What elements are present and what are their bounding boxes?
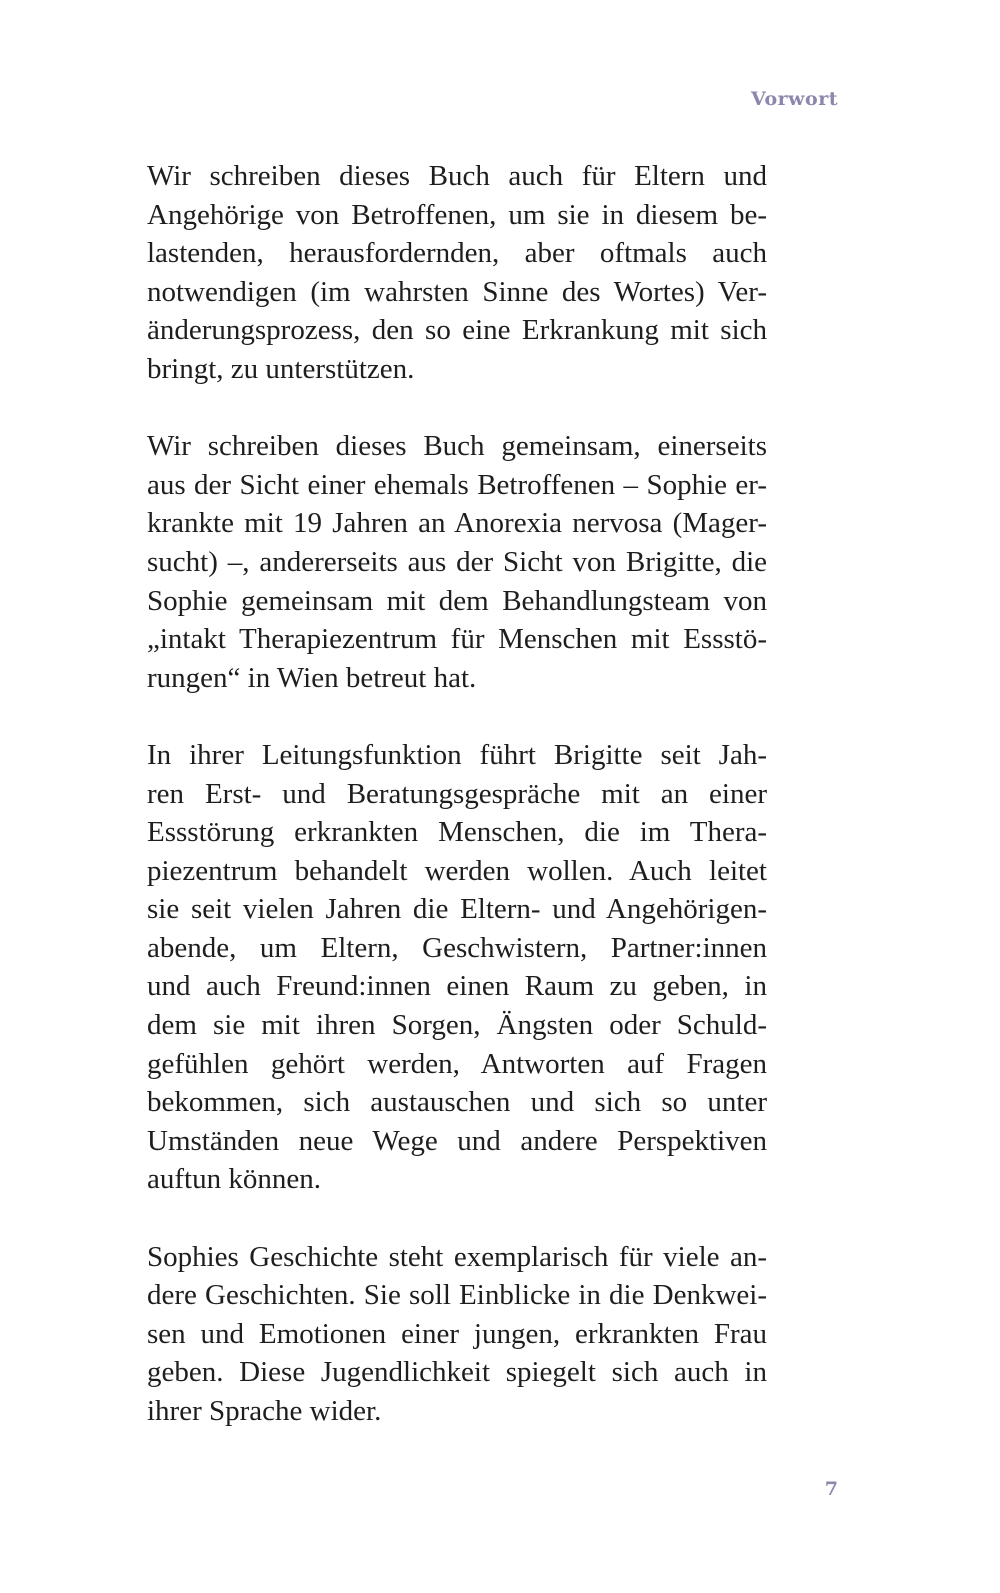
text-line: auftun können. xyxy=(147,1163,321,1196)
text-line: krankte mit 19 Jahren an Anorexia nervosa (Mager- xyxy=(147,507,767,540)
text-line: ren Erst- und Beratungsgespräche mit an einer xyxy=(147,777,767,810)
paragraph xyxy=(147,427,767,697)
text-line: ihrer Sprache wider. xyxy=(147,1395,382,1427)
text-line: abende, um Eltern, Geschwistern, Partner:innen xyxy=(147,931,767,964)
text-line: sucht) –, andererseits aus der Sicht von Brigitte, die xyxy=(147,545,767,578)
text-line: Umständen neue Wege und andere Perspektiven xyxy=(147,1124,767,1157)
paragraph xyxy=(147,157,767,389)
page-number: 7 xyxy=(824,1478,838,1500)
text-line: Sophie gemeinsam mit dem Behandlungsteam von xyxy=(147,584,767,617)
text-line: Wir schreiben dieses Buch gemeinsam, einerseits xyxy=(147,430,767,463)
text-line: sen und Emotionen einer jungen, erkrankten Frau xyxy=(147,1317,767,1350)
text-line: änderungsprozess, den so eine Erkrankung mit sich xyxy=(147,314,767,347)
text-line: Angehörige von Betroffenen, um sie in diesem be- xyxy=(147,198,767,231)
text-line: sie seit vielen Jahren die Eltern- und Angehörigen- xyxy=(147,893,767,926)
text-line: bringt, zu unterstützen. xyxy=(147,352,415,385)
paragraph-gap xyxy=(147,389,767,428)
text-line: dere Geschichten. Sie soll Einblicke in die Denkwei- xyxy=(147,1279,767,1312)
text-line: Sophies Geschichte steht exemplarisch für viele an- xyxy=(147,1240,767,1273)
text-line: In ihrer Leitungsfunktion führt Brigitte seit Jah- xyxy=(147,738,767,771)
text-line: aus der Sicht einer ehemals Betroffenen – Sophie er- xyxy=(147,468,767,501)
paragraph-gap xyxy=(147,1199,767,1238)
text-line: rungen“ in Wien betreut hat. xyxy=(147,661,477,694)
paragraph-gap xyxy=(147,697,767,736)
running-head-title: Vorwort xyxy=(751,88,838,110)
text-line: gefühlen gehört werden, Antworten auf Fragen xyxy=(147,1047,767,1080)
text-line: und auch Freund:innen einen Raum zu geben, in xyxy=(147,970,767,1003)
paragraph xyxy=(147,736,767,1199)
text-line: dem sie mit ihren Sorgen, Ängsten oder Schuld- xyxy=(147,1009,767,1042)
text-line: lastenden, herausfordernden, aber oftmals auch xyxy=(147,237,767,270)
text-line: Essstörung erkrankten Menschen, die im Thera- xyxy=(147,816,767,849)
text-line: Wir schreiben dieses Buch auch für Eltern und xyxy=(147,160,767,192)
paragraph xyxy=(147,1238,767,1431)
text-line: piezentrum behandelt werden wollen. Auch leitet xyxy=(147,854,767,887)
text-line: geben. Diese Jugendlichkeit spiegelt sich auch in xyxy=(147,1356,767,1389)
text-line: bekommen, sich austauschen und sich so unter xyxy=(147,1086,767,1119)
body-text xyxy=(147,157,767,1431)
text-line: „intakt Therapiezentrum für Menschen mit Essstö- xyxy=(147,623,767,656)
text-line: notwendigen (im wahrsten Sinne des Wortes) Ver- xyxy=(147,275,767,308)
